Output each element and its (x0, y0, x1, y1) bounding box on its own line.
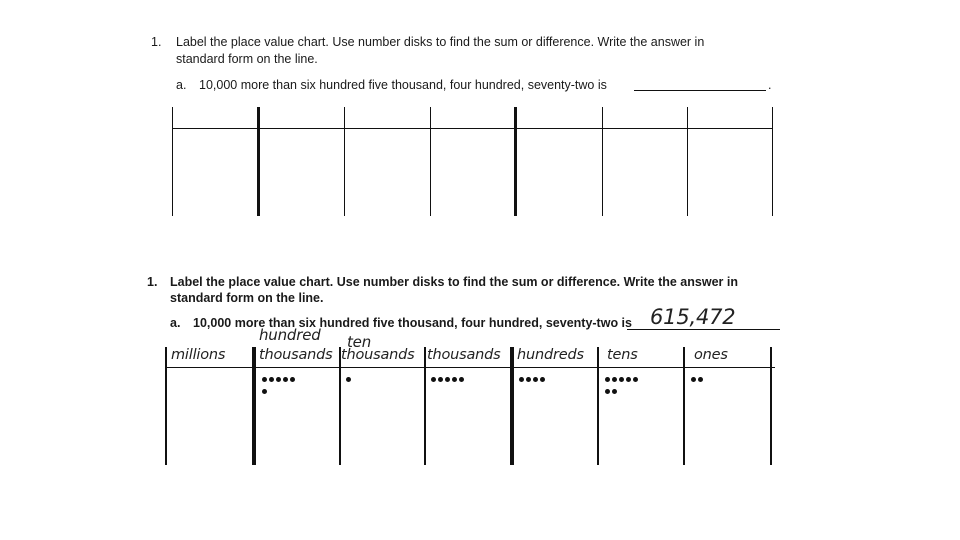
chart-divider (772, 107, 773, 216)
header-millions: millions (171, 347, 226, 363)
number-disk (605, 377, 610, 382)
chart-divider (344, 107, 345, 216)
problem-number: 1. (151, 35, 162, 49)
number-disk (691, 377, 696, 382)
chart-divider (172, 107, 173, 216)
number-disk (626, 377, 631, 382)
number-disk (438, 377, 443, 382)
part-text: 10,000 more than six hundred five thousand, four hundred, seventy-two is (193, 316, 632, 330)
chart-divider (687, 107, 688, 216)
number-disk (612, 389, 617, 394)
number-disk (290, 377, 295, 382)
header-tens: tens (607, 347, 638, 363)
number-disk (452, 377, 457, 382)
number-disk (526, 377, 531, 382)
number-disk (431, 377, 436, 382)
header-hundred-thousands: thousands (259, 347, 333, 363)
number-disk (619, 377, 624, 382)
number-disk (540, 377, 545, 382)
part-letter: a. (170, 316, 181, 330)
number-disk (346, 377, 351, 382)
answer-line[interactable] (627, 329, 780, 330)
header-ten-thousands: thousands (341, 347, 415, 363)
chart-divider (339, 347, 341, 465)
number-disk (533, 377, 538, 382)
chart-divider (165, 347, 167, 465)
header-thousands: thousands (427, 347, 501, 363)
header-hundreds: hundreds (517, 347, 584, 363)
number-disk (262, 377, 267, 382)
number-disk (612, 377, 617, 382)
problem-number: 1. (147, 275, 158, 289)
number-disk (262, 389, 267, 394)
part-text: 10,000 more than six hundred five thousand, four hundred, seventy-two is (199, 78, 607, 92)
answer-line[interactable] (634, 90, 766, 91)
number-disk (283, 377, 288, 382)
number-disk (605, 389, 610, 394)
header-prefix-ten: ten (347, 333, 372, 351)
number-disk (633, 377, 638, 382)
header-prefix-hundred: hundred (259, 326, 321, 344)
chart-divider-bold (257, 107, 260, 216)
instruction-text-cont: standard form on the line. (176, 52, 318, 66)
instruction-text: Label the place value chart. Use number disks to find the sum or difference. Write the answer in (176, 35, 705, 49)
end-punct: . (768, 78, 772, 92)
handwritten-answer: 615,472 (650, 305, 736, 329)
chart-divider (430, 107, 431, 216)
part-letter: a. (176, 78, 187, 92)
chart-divider (597, 347, 599, 465)
number-disk (698, 377, 703, 382)
chart-divider (602, 107, 603, 216)
chart-divider (683, 347, 685, 465)
number-disk (445, 377, 450, 382)
header-ones: ones (694, 347, 728, 363)
chart-header-line (172, 128, 773, 129)
instruction-text-cont: standard form on the line. (170, 291, 324, 305)
number-disk (459, 377, 464, 382)
instruction-text: Label the place value chart. Use number disks to find the sum or difference. Write the answer in (170, 275, 738, 289)
number-disk (519, 377, 524, 382)
chart-divider-bold (510, 347, 514, 465)
chart-divider-bold (514, 107, 517, 216)
chart-divider (424, 347, 426, 465)
number-disk (276, 377, 281, 382)
chart-divider-bold (252, 347, 256, 465)
number-disk (269, 377, 274, 382)
chart-divider (770, 347, 772, 465)
